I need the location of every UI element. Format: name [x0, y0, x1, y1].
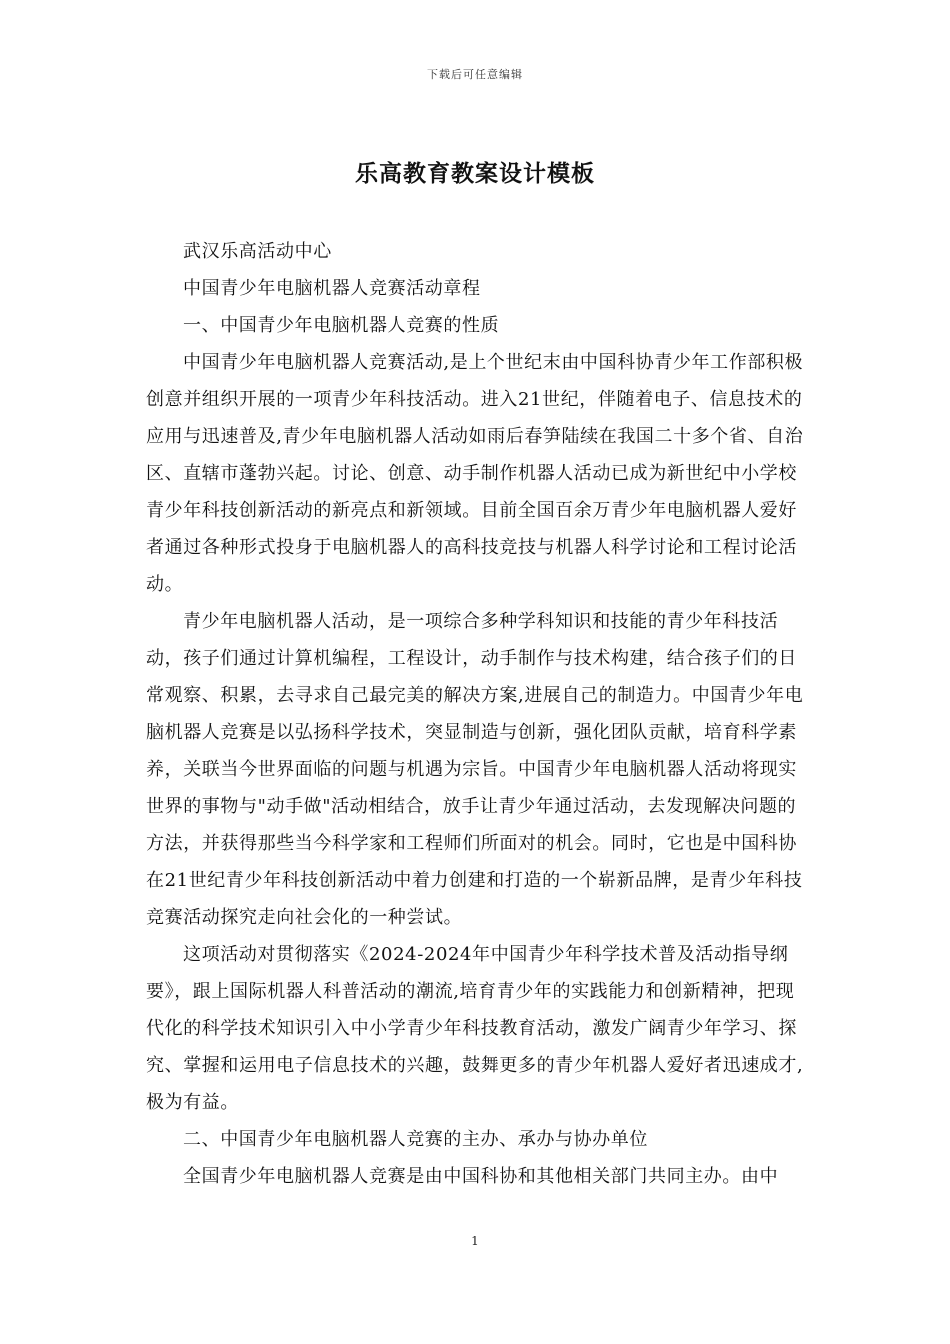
paragraph-organization: 武汉乐高活动中心 — [183, 241, 332, 262]
section-heading-1: 一、中国青少年电脑机器人竞赛的性质 — [183, 315, 500, 336]
document-body — [146, 233, 806, 1195]
section-heading-2: 二、中国青少年电脑机器人竞赛的主办、承办与协办单位 — [183, 1129, 648, 1150]
paragraph: 中国青少年电脑机器人竞赛活动,是上个世纪末由中国科协青少年工作部积极创意并组织开展的一项青少年科技活动。进入21世纪，伴随着电子、信息技术的应用与迅速普及,青少年电脑机器人活动如雨后春笋陆续在我国二十多个省、自治区、直辖市蓬勃兴起。讨论、创意、动手制作机器人活动已成为新世纪中小学校青少年科技创新活动的新亮点和新领域。目前全国百余万青少年电脑机器人爱好者通过各种形式投身于电脑机器人的高科技竞技与机器人科学讨论和工程讨论活动。 — [146, 352, 804, 595]
paragraph: 青少年电脑机器人活动，是一项综合多种学科知识和技能的青少年科技活动，孩子们通过计算机编程，工程设计，动手制作与技术构建，结合孩子们的日常观察、积累，去寻求自己最完美的解决方案,进展自己的制造力。中国青少年电脑机器人竞赛是以弘扬科学技术，突显制造与创新，强化团队贡献，培育科学素养，关联当今世界面临的问题与机遇为宗旨。中国青少年电脑机器人活动将现实世界的事物与"动手做"活动相结合，放手让青少年通过活动，去发现解决问题的方法，并获得那些当今科学家和工程师们所面对的机会。同时，它也是中国科协在21世纪青少年科技创新活动中着力创建和打造的一个崭新品牌，是青少年科技竞赛活动探究走向社会化的一种尝试。 — [146, 611, 804, 928]
header-note: 下载后可任意编辑 — [427, 68, 523, 81]
page-number: 1 — [471, 1234, 479, 1248]
paragraph: 全国青少年电脑机器人竞赛是由中国科协和其他相关部门共同主办。由中 — [183, 1166, 779, 1187]
paragraph: 这项活动对贯彻落实《2024-2024年中国青少年科学技术普及活动指导纲要》，跟上国际机器人科普活动的潮流,培育青少年的实践能力和创新精神，把现代化的科学技术知识引入中小学青少年科技教育活动，激发广阔青少年学习、探究、掌握和运用电子信息技术的兴趣，鼓舞更多的青少年机器人爱好者迅速成才,极为有益。 — [146, 944, 804, 1113]
document-title: 乐高教育教案设计模板 — [355, 160, 595, 187]
paragraph-charter-title: 中国青少年电脑机器人竞赛活动章程 — [183, 278, 481, 299]
